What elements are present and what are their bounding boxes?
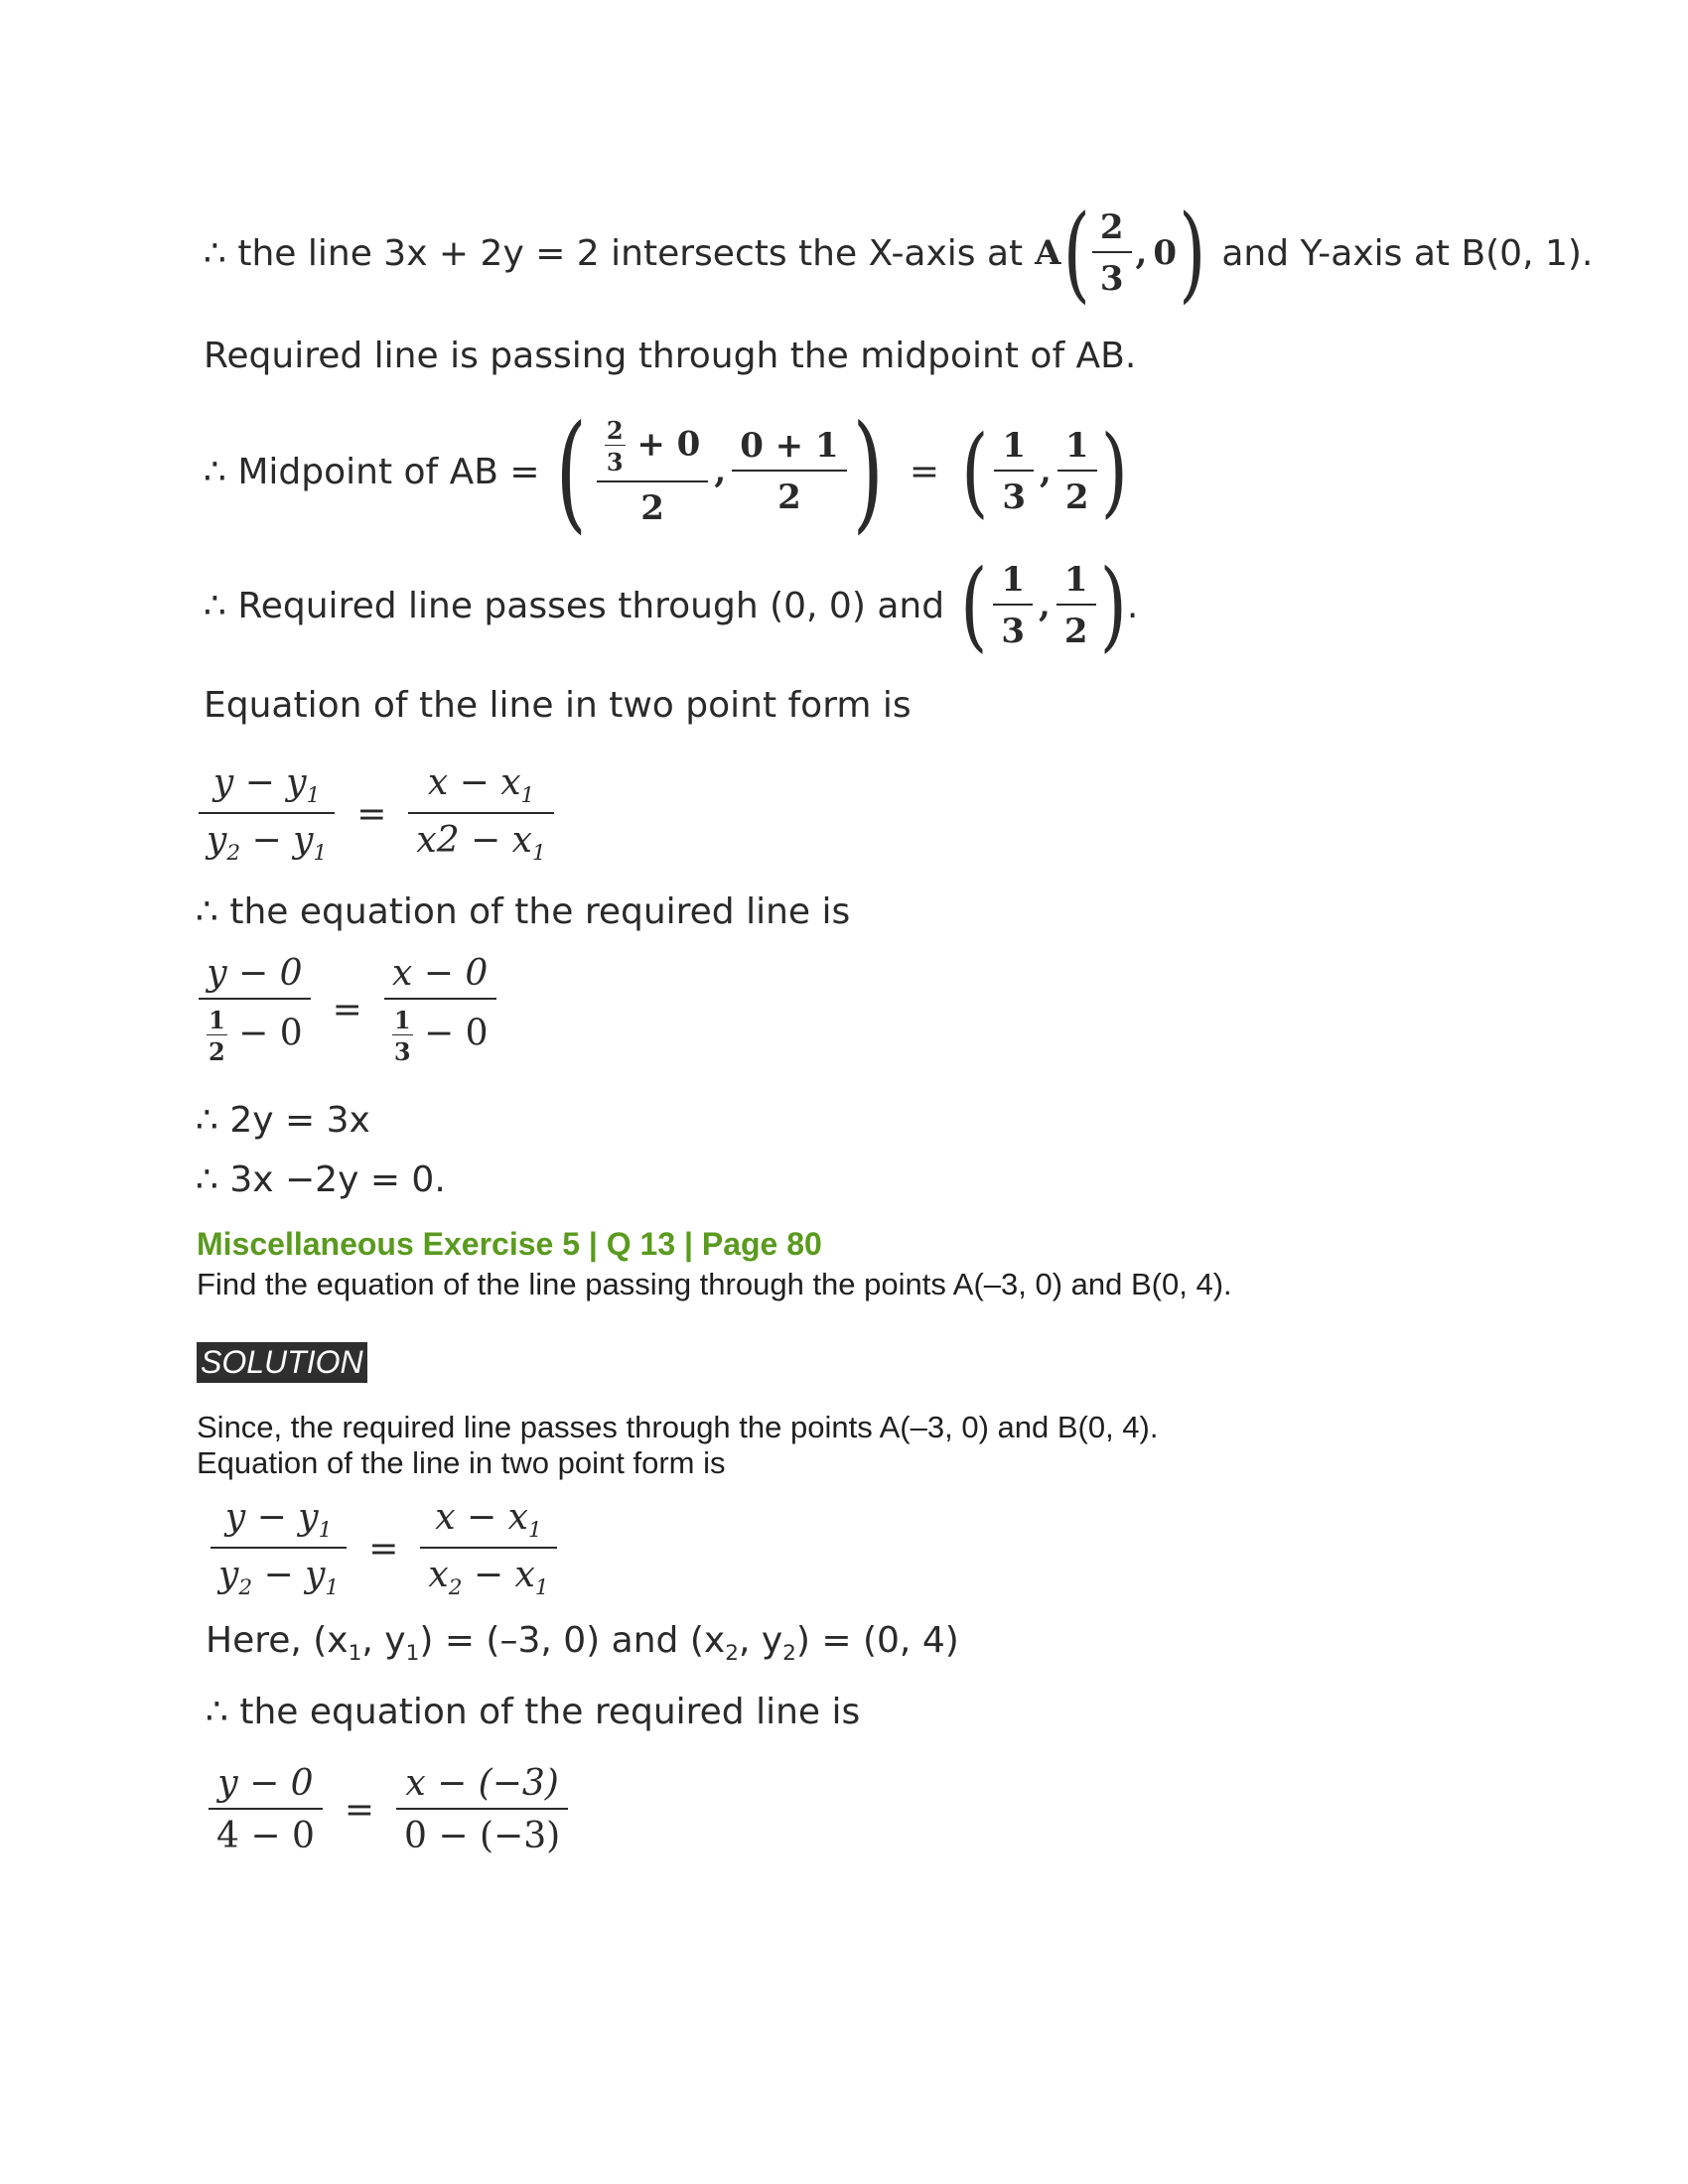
small-fraction: $\frac{2}{3}$	[606, 415, 624, 477]
period: .	[1126, 585, 1139, 626]
comma: ,	[714, 452, 727, 491]
equals: =	[344, 1789, 375, 1831]
left-paren: (	[960, 548, 988, 663]
midpoint-statement: Required line is passing through the midpoint of AB.	[204, 336, 1137, 376]
equals: =	[356, 793, 387, 835]
fraction: $\frac{1}{2}$	[1057, 426, 1097, 517]
required-line-equation	[199, 953, 496, 1066]
solution-intro: Since, the required line passes through the points A(–3, 0) and B(0, 4).	[197, 1410, 1159, 1444]
fraction: y − 0 $\frac{1}{2}$ − 0	[199, 953, 311, 1066]
midpoint-calculation	[204, 397, 1128, 546]
fraction: $\frac{x - (-3)}{0 - (-3)}$	[396, 1763, 568, 1856]
right-paren: )	[1179, 192, 1206, 315]
right-paren: )	[1100, 414, 1128, 529]
fraction: $\frac{0 + 1}{2}$	[732, 426, 846, 517]
fraction: $\frac{y - y_1}{y_2 - y_1}$	[211, 1497, 347, 1600]
left-paren: (	[555, 397, 587, 546]
text: ∴ Required line passes through (0, 0) and	[204, 585, 945, 626]
final-answer: ∴ 3x −2y = 0.	[196, 1160, 446, 1200]
given-points: Here, ($x_1$, $y_1) = (-3$, 0) and ($x_2$, $y_2) = (0$, 4)	[206, 1620, 959, 1667]
left-paren: (	[1062, 192, 1090, 315]
required-line-label: ∴ the equation of the required line is	[196, 891, 851, 932]
fraction: $\frac{x - x_1}{x_2 - x_1}$	[420, 1497, 556, 1600]
required-line-equation	[209, 1763, 568, 1856]
zero: 0	[1153, 233, 1178, 273]
fraction: $\frac{2}{3}$	[1092, 207, 1132, 299]
left-paren: (	[961, 414, 989, 529]
fraction: $\frac{2}{3}$ + 0 2	[597, 416, 709, 528]
text: ∴ Midpoint of AB =	[204, 451, 540, 492]
point-a-label: A	[1035, 233, 1061, 273]
result-step: ∴ 2y = 3x	[196, 1100, 370, 1141]
right-paren: )	[1099, 548, 1127, 663]
small-fraction: $\frac{1}{3}$	[393, 1006, 411, 1066]
two-point-form-equation	[211, 1497, 557, 1600]
fraction: $\frac{y - y_1}{y_2 - y_1}$	[199, 762, 335, 866]
two-point-form-label: Equation of the line in two point form is	[197, 1445, 726, 1480]
two-point-form-equation	[199, 762, 554, 866]
comma: ,	[1039, 586, 1051, 625]
fraction: $\frac{1}{3}$	[994, 426, 1034, 517]
comma: ,	[1135, 233, 1148, 273]
text: ∴ the line 3x + 2y = 2 intersects the X-axis at	[204, 232, 1024, 274]
right-paren: )	[852, 397, 884, 546]
fraction: $\frac{y - 0}{4 - 0}$	[209, 1763, 323, 1856]
question-heading: Miscellaneous Exercise 5 | Q 13 | Page 80	[197, 1226, 822, 1262]
equals: =	[909, 451, 940, 492]
text: and Y-axis at B(0, 1).	[1221, 232, 1594, 274]
comma: ,	[1040, 452, 1052, 491]
two-point-form-label: Equation of the line in two point form is	[204, 685, 912, 726]
solution-badge: SOLUTION	[197, 1342, 367, 1383]
fraction: $\frac{1}{3}$	[993, 560, 1033, 651]
fraction: $\frac{x - x_1}{x2 - x_1}$	[408, 762, 553, 866]
fraction: $\frac{1}{2}$	[1056, 560, 1096, 651]
line-axis-intersections	[204, 192, 1594, 315]
question-text: Find the equation of the line passing through the points A(–3, 0) and B(0, 4).	[197, 1267, 1232, 1301]
fraction: x − 0 $\frac{1}{3}$ − 0	[384, 953, 496, 1066]
small-fraction: $\frac{1}{2}$	[209, 1006, 225, 1066]
required-line-label: ∴ the equation of the required line is	[206, 1692, 861, 1732]
equals: =	[368, 1528, 399, 1570]
passes-through-statement	[204, 548, 1139, 663]
equals: =	[332, 989, 362, 1030]
